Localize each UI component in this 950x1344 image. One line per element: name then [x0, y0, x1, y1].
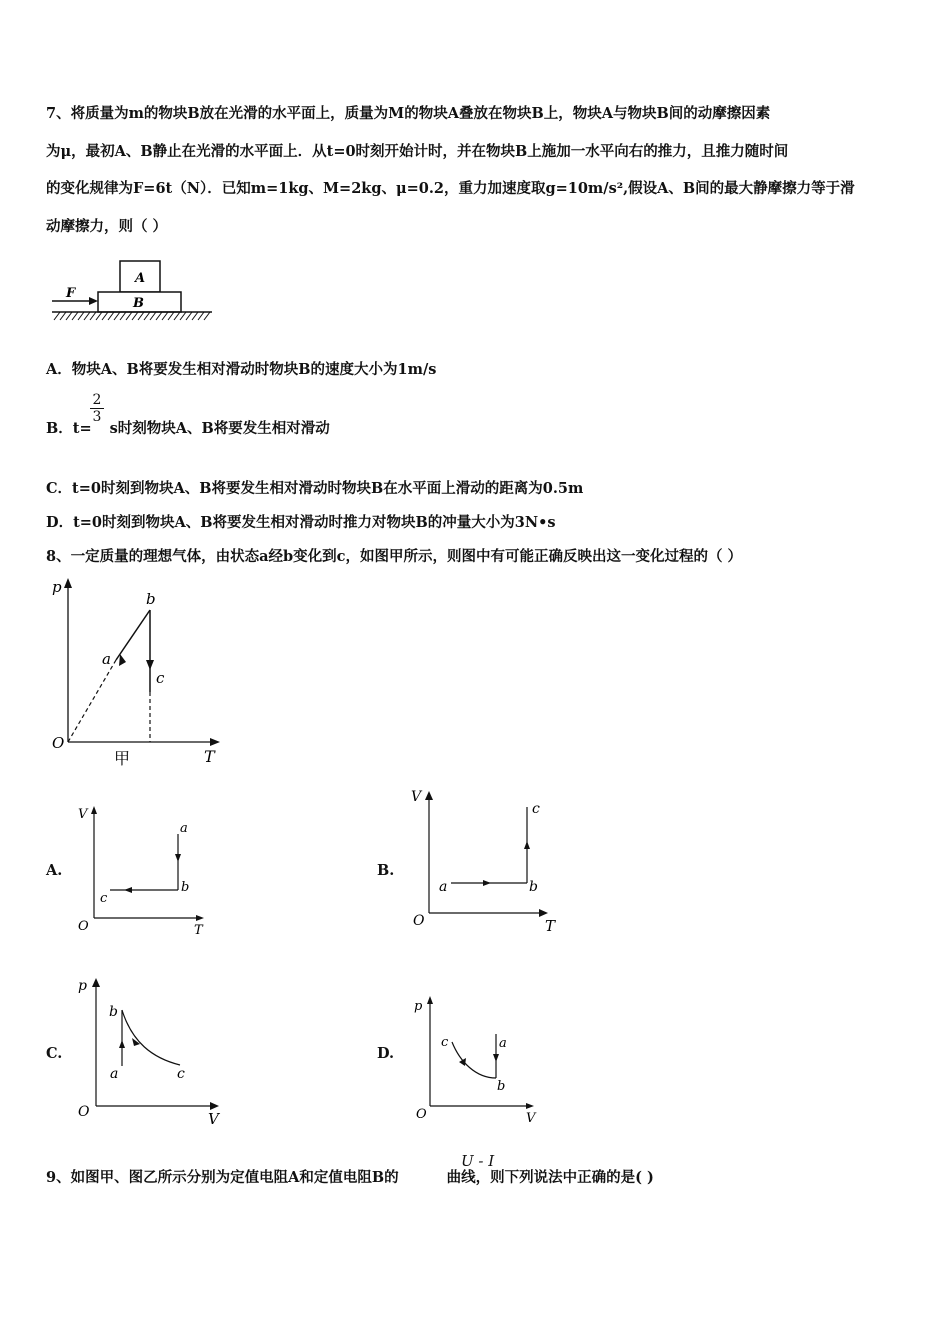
q9-stem-prefix: 9、如图甲、图乙所示分别为定值电阻A和定值电阻B的 [46, 1169, 399, 1186]
q7-stem-line-1: 7、将质量为m的物块B放在光滑的水平面上，质量为M的物块A叠放在物块B上，物块A与物块B间的动摩擦因素 [46, 105, 771, 122]
origin-label: O [78, 919, 89, 934]
point-a-label: a [110, 1066, 119, 1082]
q7-option-d: D．t=0时刻到物块A、B将要发生相对滑动时推力对物块B的冲量大小为3N•s [46, 514, 556, 531]
point-a-label: a [180, 821, 188, 836]
point-b-label: b [497, 1079, 506, 1094]
q9-ui-label: U - I [461, 1152, 495, 1170]
axis-x-label: V [208, 1110, 219, 1128]
axis-x-label: V [526, 1111, 536, 1126]
axis-x-label: T [545, 917, 556, 935]
q8-option-c-label: C. [46, 1045, 63, 1062]
q8-option-d-label: D. [377, 1045, 395, 1062]
label-a: A [135, 271, 146, 286]
q8-option-b-label: B. [377, 862, 395, 879]
point-a-label: a [499, 1036, 507, 1051]
axis-x-label: T [204, 747, 215, 766]
fraction-numerator: 2 [92, 392, 102, 408]
origin-label: O [52, 734, 65, 752]
origin-label: O [416, 1107, 427, 1122]
figure-caption: 甲 [114, 749, 131, 768]
q7-stem-line-3: 的变化规律为F=6t（N）．已知m=1kg、M=2kg、μ=0.2，重力加速度取g=10m/s²,假设A、B间的最大静摩擦力等于滑 [46, 180, 855, 197]
point-a-label: a [439, 879, 448, 895]
point-b-label: b [529, 879, 538, 895]
point-b-label: b [181, 880, 190, 895]
q7-option-b-suffix: s时刻物块A、B将要发生相对滑动 [109, 420, 330, 437]
q8-option-a-graph [74, 800, 214, 940]
fraction-denominator: 3 [90, 408, 104, 425]
q9-stem-suffix: 曲线，则下列说法中正确的是( ) [446, 1169, 654, 1186]
axis-y-label: V [78, 807, 88, 822]
ground-hatch [54, 312, 210, 320]
point-b-label: b [146, 590, 156, 608]
point-c-label: c [532, 801, 540, 817]
q7-option-b [46, 417, 330, 438]
point-c-label: c [441, 1035, 449, 1050]
axis-y-label: p [52, 578, 62, 596]
axis-y-label: V [411, 789, 422, 805]
q7-option-b-fraction [90, 392, 104, 425]
q8-option-b-graph [405, 785, 565, 940]
label-f: F [66, 286, 76, 301]
q8-option-a-label: A. [46, 862, 63, 879]
q7-stem-line-4: 动摩擦力，则（ ） [46, 218, 168, 235]
q7-option-b-prefix: B．t= [46, 420, 92, 437]
label-b: B [133, 296, 144, 311]
point-a-label: a [102, 650, 111, 668]
q8-main-figure [46, 572, 236, 772]
q7-stem-line-2: 为μ，最初A、B静止在光滑的水平面上．从t=0时刻开始计时，并在物块B上施加一水平向右的推力，且推力随时间 [46, 143, 789, 160]
q8-option-c-graph [72, 972, 232, 1132]
axis-x-label: T [194, 923, 203, 938]
origin-label: O [413, 913, 425, 929]
q7-option-a: A．物块A、B将要发生相对滑动时物块B的速度大小为1m/s [46, 361, 437, 378]
point-c-label: c [156, 669, 165, 687]
q7-option-c: C．t=0时刻到物块A、B将要发生相对滑动时物块B在水平面上滑动的距离为0.5m [46, 480, 584, 497]
q9-stem [46, 1166, 654, 1187]
axis-y-label: p [78, 978, 87, 994]
point-b-label: b [109, 1004, 118, 1020]
q7-block-diagram [46, 256, 218, 326]
point-c-label: c [100, 891, 108, 906]
q8-option-d-graph [408, 990, 548, 1130]
origin-label: O [78, 1104, 90, 1120]
q8-stem: 8、一定质量的理想气体，由状态a经b变化到c，如图甲所示，则图中有可能正确反映出这一变化过程的（ ） [46, 548, 742, 565]
point-c-label: c [177, 1066, 185, 1082]
axis-y-label: p [414, 999, 423, 1014]
